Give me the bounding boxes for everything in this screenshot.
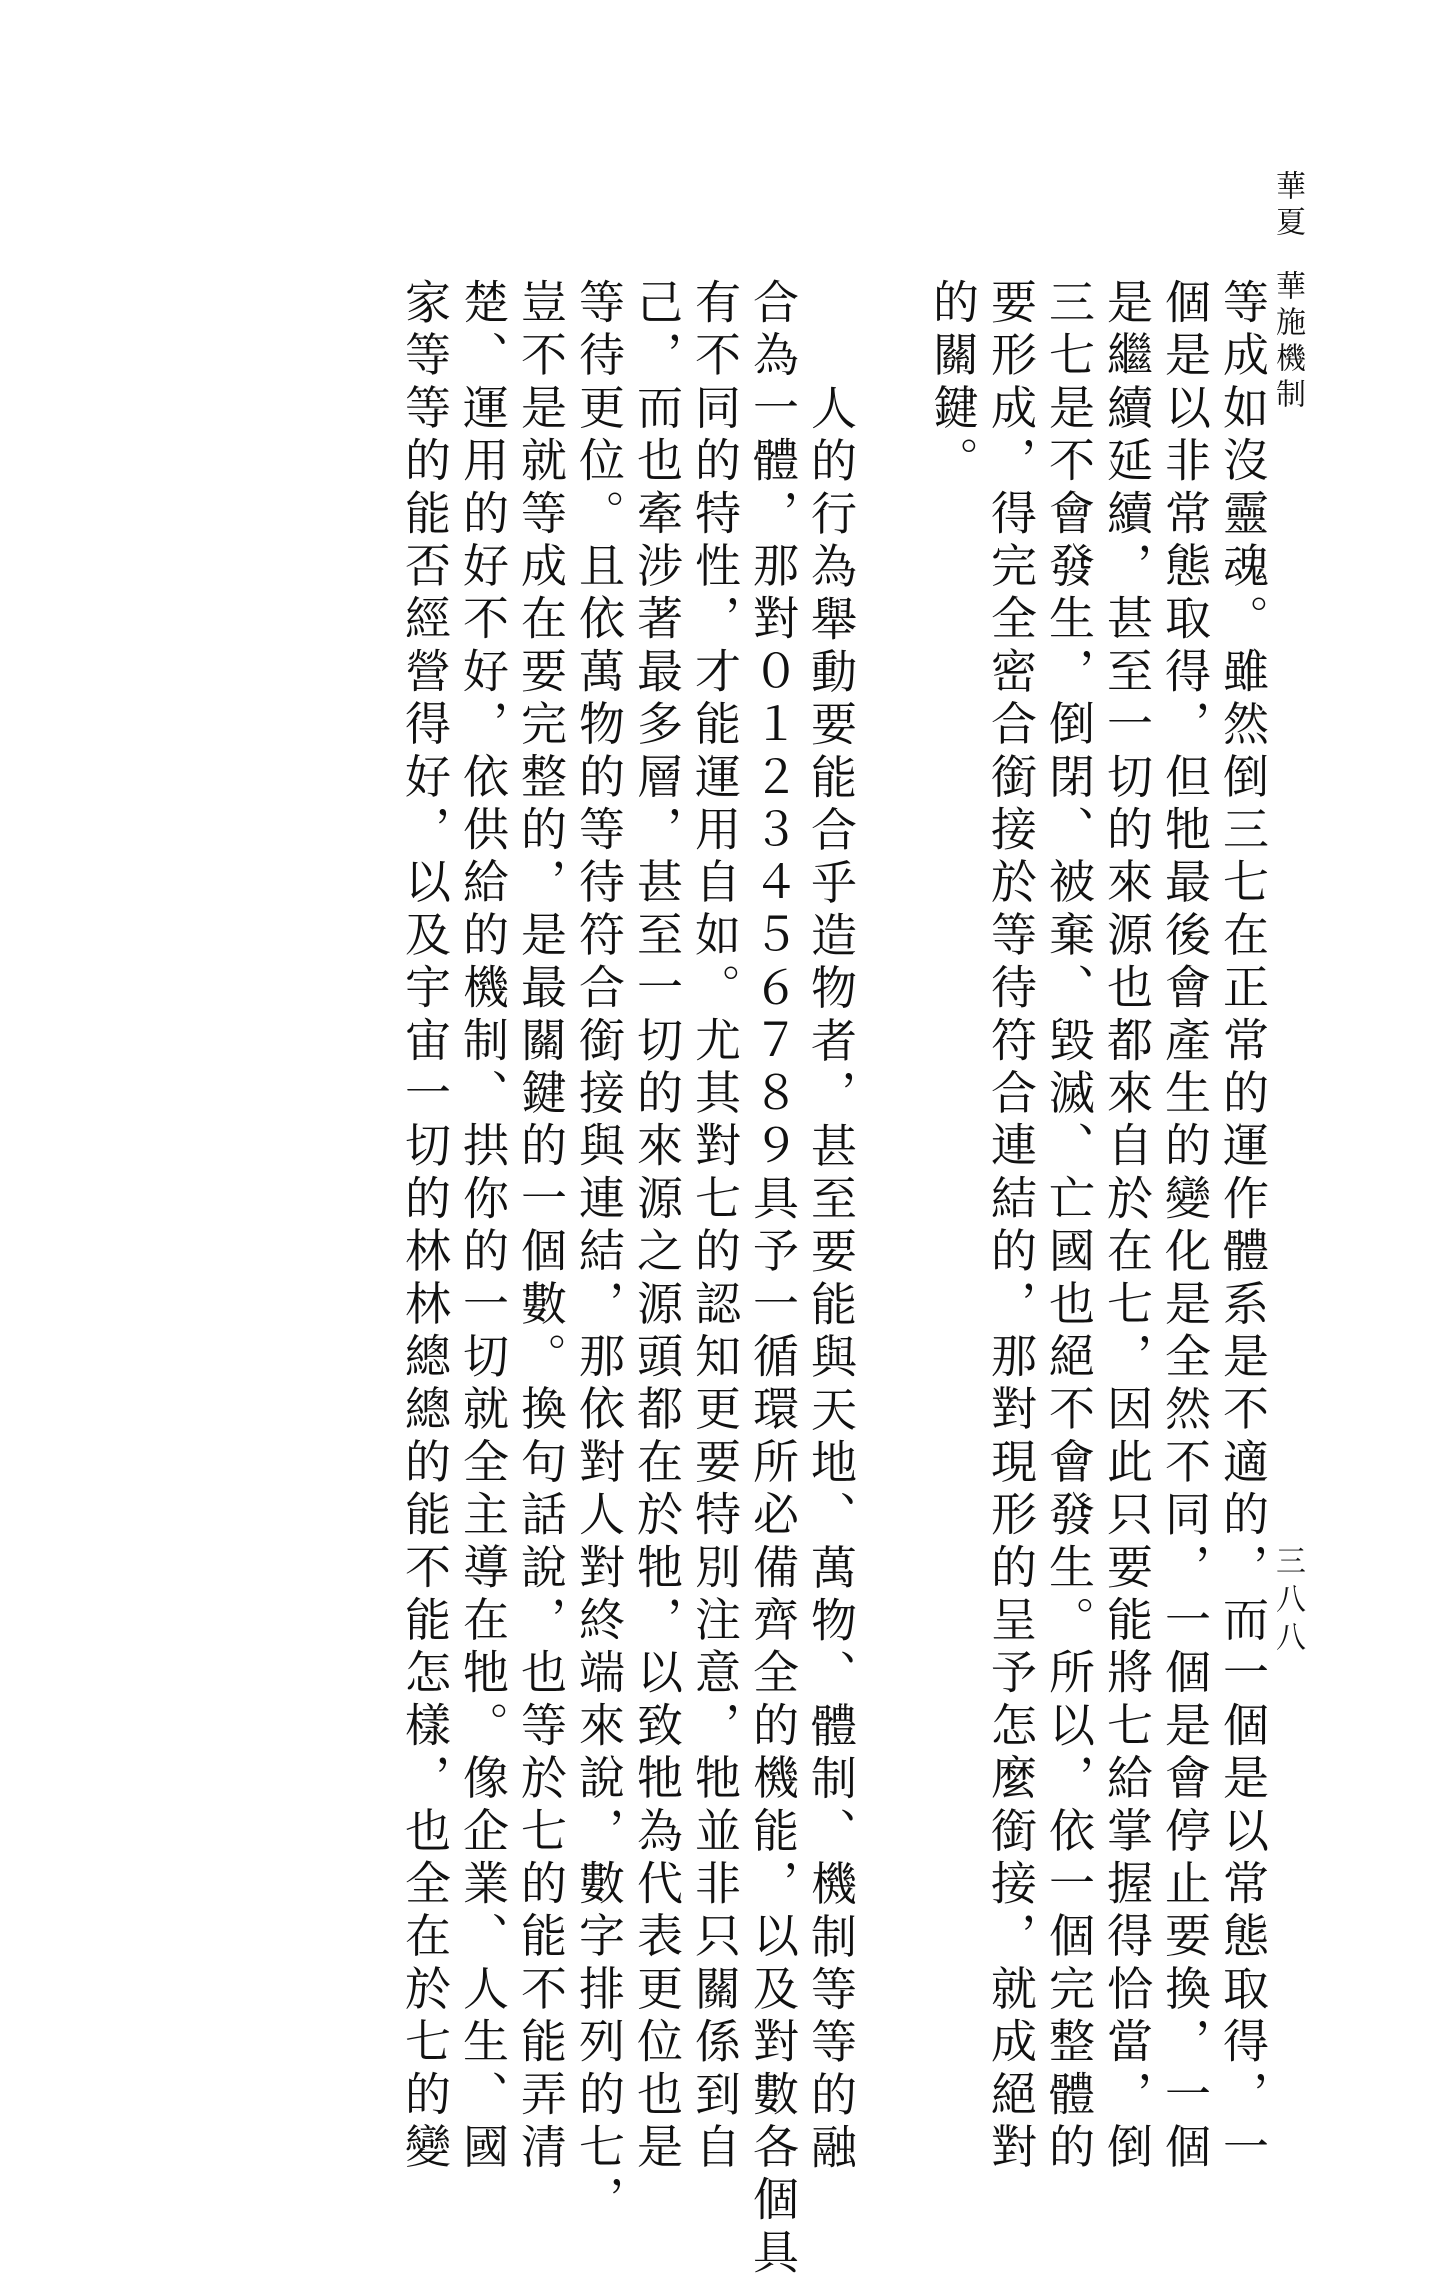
book-title: 華夏 bbox=[1270, 170, 1305, 242]
text-column: 豈不是就等成在要完整的，是最關鍵的一個數。換句話說，也等於七的能不能弄清 bbox=[514, 278, 568, 2176]
chapter-title: 華施機制 bbox=[1270, 270, 1305, 414]
paragraph-start-column: 人的行為舉動要能合乎造物者，甚至要能與天地、萬物、體制、機制等等的融 bbox=[804, 384, 858, 2176]
text-column: 要形成，得完全密合銜接於等待符合連結的，那對現形的呈予怎麼銜接，就成絕對 bbox=[984, 278, 1038, 2176]
running-header bbox=[1270, 170, 1305, 414]
text-column: 三七是不會發生，倒閉、被棄、毀滅、亡國也絕不會發生。所以，依一個完整體的 bbox=[1042, 278, 1096, 2176]
text-column: 等待更位。且依萬物的等待符合銜接與連結，那依對人對終端來說，數字排列的七， bbox=[572, 278, 626, 2228]
text-column: 的關鍵。 bbox=[926, 278, 980, 489]
text-column: 家等等的能否經營得好，以及宇宙一切的林林總總的能不能怎樣，也全在於七的變 bbox=[398, 278, 452, 2176]
page-number: 三八八 bbox=[1270, 1545, 1305, 1659]
text-column: 是繼續延續，甚至一切的來源也都來自於在七，因此只要能將七給掌握得恰當，倒 bbox=[1100, 278, 1154, 2176]
text-column: 楚、運用的好不好，依供給的機制、拱你的一切就全主導在牠。像企業、人生、國 bbox=[456, 278, 510, 2176]
text-column: 個是以非常態取得，但牠最後會產生的變化是全然不同，一個是會停止要換，一個 bbox=[1158, 278, 1212, 2176]
text-column: 有不同的特性，才能運用自如。尤其對七的認知更要特別注意，牠並非只關係到自 bbox=[688, 278, 742, 2176]
text-column: 己，而也牽涉著最多層，甚至一切的來源之源頭都在於牠，以致牠為代表更位也是 bbox=[630, 278, 684, 2176]
text-column: 等成如沒靈魂。雖然倒三七在正常的運作體系是不適的，而一個是以常態取得，一 bbox=[1216, 278, 1270, 2176]
text-column: 合為一體，那對０１２３４５６７８９具予一循環所必備齊全的機能，以及對數各個具 bbox=[746, 278, 800, 2281]
